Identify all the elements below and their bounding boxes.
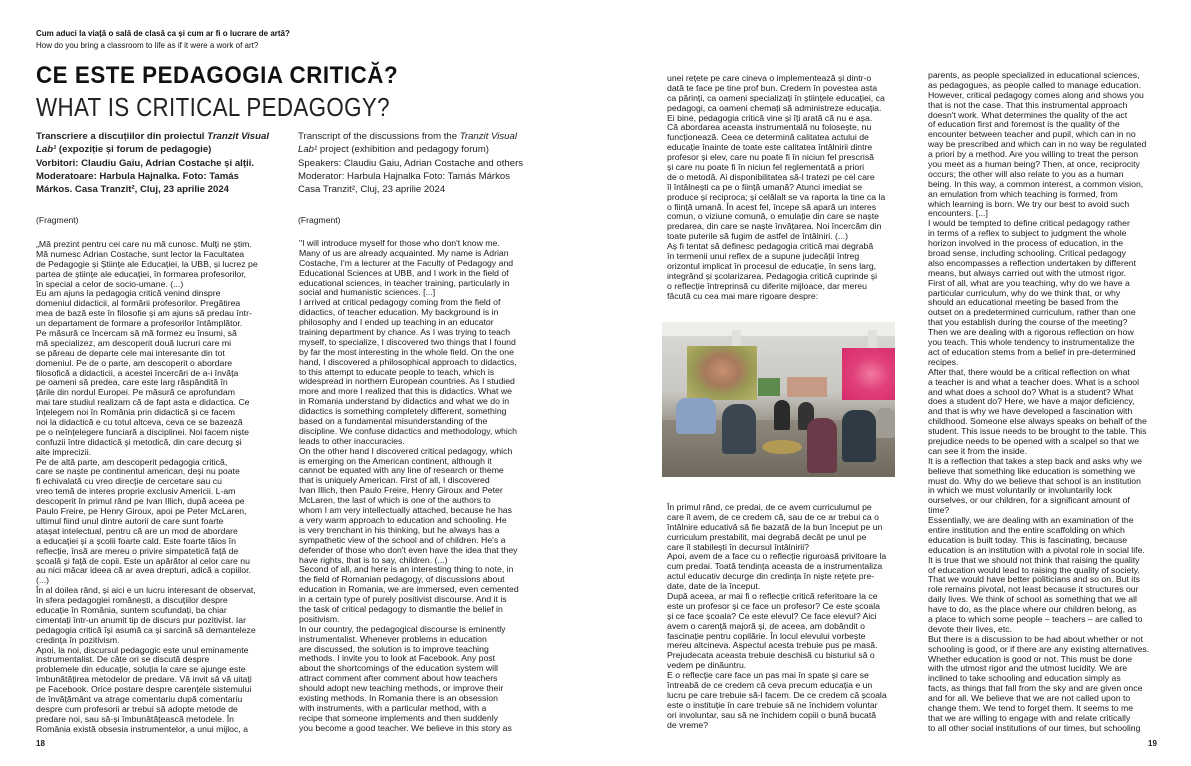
text-line: the field of Romanian pedagogy, of discussions about: [299, 574, 505, 585]
project-name: Tranzit Visual: [207, 131, 269, 142]
text-line: On the other hand I discovered critical pedagogy, which: [299, 445, 513, 456]
text-line: ori involuntar, sau să ne închidem copiii o bună bucată: [667, 709, 877, 720]
text-line: pedagogia critică își asumă ca și sarcină să demanteleze: [36, 624, 256, 635]
text-line: In our country, the pedagogical discourse is eminently: [299, 623, 506, 634]
text-line: doesn't work. What determines the quality of the act: [928, 109, 1128, 120]
column-left-ro: [36, 240, 258, 735]
text-line: domeniul. Pe de o parte, am descoperit o abordare: [36, 357, 233, 368]
text-line: student. This issue needs to be brought to the table. This: [928, 426, 1147, 437]
text-line: de învățământ va atrage comentariu după comentariu: [36, 693, 243, 704]
text-line: E o reflecție care face un pas mai în spate și care se: [667, 670, 869, 681]
text-line: way be prescribed and which can in no way be regulated: [928, 139, 1147, 150]
text-line: instrumentalist. De câte ori se discută despre: [36, 654, 210, 665]
text-line: problemele din educație, soluția la care se ajunge este: [36, 664, 246, 675]
credits-ro-line: Transcriere a discuțiilor din proiectul: [36, 131, 208, 142]
text-line: should an educational meeting be based from the: [928, 297, 1119, 308]
text-line: După aceea, ar mai fi o reflecție critică referitoare la ce: [667, 591, 878, 602]
page-title-ro: CE ESTE PEDAGOGIA CRITICĂ?: [36, 62, 399, 89]
text-line: is very trenchant in his thinking, but he always has a: [299, 524, 500, 535]
text-line: role remains pivotal, not least because it structures our: [928, 584, 1139, 595]
text-line: În al doilea rând, și aici e un lucru interesant de observat,: [36, 585, 256, 596]
moderator-en: Moderator: Harbula Hajnalka Foto: Tamás Márkos: [298, 170, 511, 182]
speakers-ro: Vorbitori: Claudiu Gaiu, Adrian Costache și alții.: [36, 157, 255, 169]
text-line: Apoi, avem de a face cu o reflecție riguroasă privitoare la: [667, 551, 887, 562]
text-line: mereu altcineva. Aspectul acesta trebuie pus pe masă.: [667, 640, 878, 651]
page-number-right: 19: [1148, 739, 1157, 748]
text-line: și care nu poate fi în niciun fel reglementată a priori: [667, 162, 865, 173]
text-line: discipline. We confuse didactics and methodology, which: [299, 425, 517, 436]
artwork: [758, 378, 780, 396]
artwork: [787, 377, 827, 397]
text-line: Essentially, we are dealing with an examination of the: [928, 515, 1134, 526]
text-line: act of education stems from a belief in pre-determined: [928, 346, 1136, 357]
text-line: Second of all, and here is an interesting thing to note, in: [299, 564, 514, 575]
text-line: comun, o viziune comună, o emulație din care se naște: [667, 211, 879, 222]
text-line: Costache, I'm a lecturer at the Faculty of Pedagogy and: [299, 257, 514, 268]
text-line: pe o neînțelegere funciară a disciplinei. Noi facem niște: [36, 426, 249, 437]
text-line: o reflecție întreprinsă cu diferite mijloace, dar mereu: [667, 280, 867, 291]
text-line: I would be tempted to define critical pedagogy rather: [928, 218, 1130, 229]
person: [876, 408, 895, 438]
moderator-ro: Moderatoare: Harbula Hajnalka. Foto: Tamás: [36, 170, 239, 182]
text-line: educație în România, suntem scufundați, ba chiar: [36, 604, 227, 615]
text-line: I arrived at critical pedagogy coming from the field of: [299, 297, 501, 308]
text-line: integrând și școlarizarea. Pedagogia critică cuprinde și: [667, 270, 878, 281]
text-line: That we would have better politicians and so on. But its: [928, 574, 1140, 585]
text-line: a very warm approach to education and schooling. He: [299, 514, 507, 525]
fragment-label-ro: (Fragment): [36, 215, 79, 225]
text-line: care se naște pe continentul american, deși nu poate: [36, 466, 240, 477]
text-line: Că abordarea aceasta instrumentală nu folosește, nu: [667, 122, 872, 133]
text-line: care îl stabilești în decursul întâlnirii?: [667, 541, 809, 552]
text-line: education in Romania, we are immersed, even cemented: [299, 584, 519, 595]
text-line: an emulation from which teaching is formed, from: [928, 188, 1118, 199]
text-line: schooling is good, or if there are any existing alternatives.: [928, 643, 1150, 654]
text-line: cum predai. Toată tendința aceasta de a instrumentaliza: [667, 561, 883, 572]
text-line: of education would lead to raising the quality of society.: [928, 564, 1140, 575]
text-line: Pe măsură ce încercam să mă formez eu însumi, să: [36, 328, 237, 339]
text-line: and that is why we have developed a fascination with: [928, 406, 1133, 417]
text-line: lucru pe care trebuie să-l facem. De ce credem că școala: [667, 689, 887, 700]
text-line: and what does a school do? What is a student? What: [928, 386, 1134, 397]
text-line: are discussed, the solution is to improve teaching: [299, 643, 489, 654]
person: [722, 404, 756, 454]
text-line: mai tare studiul realizam că de fapt asta e didactica. Ce: [36, 397, 250, 408]
text-line: encounters. [...]: [928, 208, 988, 219]
credits-ro-line: (expoziție și forum de pedagogie): [56, 144, 212, 156]
event-photo: [662, 322, 895, 477]
text-line: care îl avem, de ce credem că, sau de ce ar trebui ca o: [667, 511, 879, 522]
text-line: McLaren, the last of which is one of the authors to: [299, 495, 491, 506]
text-line: does a student do? Here, we have a major deficiency,: [928, 396, 1135, 407]
text-line: by far the most interesting in the whole field. On the one: [299, 346, 514, 357]
text-line: leads to other inaccuracies.: [299, 435, 405, 446]
text-line: pe Facebook. Orice postare despre carențele sistemului: [36, 684, 252, 695]
text-line: have rights, that is to say, children. (...): [299, 554, 448, 565]
text-line: about the shortcomings of the education system will: [299, 663, 498, 674]
text-line: education is built today. This is fascinating, because: [928, 534, 1128, 545]
page-number-left: 18: [36, 739, 45, 748]
text-line: îmbunătățirea metodelor de predare. Vă invit să vă uitați: [36, 674, 252, 685]
text-line: în termenii unui reflex de a supune judecății întreg: [667, 251, 860, 262]
text-line: existing methods. In Romania there is an obsession: [299, 692, 498, 703]
text-line: parents, as people specialized in educational sciences,: [928, 70, 1140, 80]
text-line: broad sense, including schooling. Critical pedagogy: [928, 248, 1127, 259]
text-line: It is a reflection that takes a step back and asks why we: [928, 455, 1142, 466]
text-line: the task of critical pedagogy to dismantle the belief in: [299, 603, 503, 614]
text-line: which learning is born. We try our best to avoid such: [928, 198, 1130, 209]
text-line: based on a fundamental misunderstanding of the: [299, 416, 488, 427]
text-line: actul educativ decurge din credința în niște rețete pre-: [667, 571, 875, 582]
person: [774, 400, 790, 430]
text-line: mea de bază este în filosofie și am ajuns să predau într-: [36, 308, 252, 319]
pre-header-ro: Cum aduci la viață o sală de clasă ca și cum ar fi o lucrare de artă?: [36, 29, 290, 38]
text-line: It is true that we should not think that raising the quality: [928, 554, 1140, 565]
text-line: a place to which some people – teachers – are called to: [928, 613, 1143, 624]
text-line: horizon involved in the process of education, in the: [928, 238, 1124, 249]
text-line: este un profesor și ce face un profesor? Ce este școala: [667, 600, 880, 611]
text-line: entire institution and the entire scaffolding on which: [928, 524, 1125, 535]
text-line: to all other social institutions of our times, but schooling: [928, 722, 1141, 733]
text-line: funcționează. Ceea ce determină calitatea actului de: [667, 132, 869, 143]
text-line: with instruments, with a particular method, with a: [299, 702, 487, 713]
text-line: in which we must voluntarily or involuntarily lock: [928, 485, 1112, 496]
text-line: positivism.: [299, 613, 340, 624]
rug: [762, 440, 802, 454]
text-line: noi la didactică e cu totul altceva, ceva ce se bazează: [36, 417, 243, 428]
text-line: de Pedagogie și Științe ale Educației, la UBB, și lucrez pe: [36, 258, 258, 269]
text-line: that is not the case. That this instrumental approach: [928, 99, 1128, 110]
text-line: you teach. This whole tendency to instrumentalize the: [928, 337, 1135, 348]
person: [676, 398, 716, 434]
text-line: și ce face școala? Ce este elevul? Ce face elevul? Aici: [667, 610, 877, 621]
text-line: didactics is something completely different, something: [299, 406, 507, 417]
text-line: școală și față de copii. Este un apărător al celor care nu: [36, 555, 250, 566]
text-line: First of all, what are you teaching, why do we have a: [928, 277, 1130, 288]
text-line: ourselves, or our children, for a significant amount of: [928, 495, 1130, 506]
credits-en: [298, 130, 523, 196]
text-line: în sfera pedagogiei românești, a discuțiilor despre: [36, 595, 228, 606]
text-line: pe oameni să predea, care este larg răspândită în: [36, 377, 228, 388]
text-line: in a certain type of purely positivist discourse. And it is: [299, 594, 507, 605]
text-line: to this attempt to educate people to teach, which is: [299, 366, 495, 377]
text-line: philosophy and I ended up teaching in an educator: [299, 317, 494, 328]
text-line: îl întâlnești ca pe o ființă umană? Atunci imediat se: [667, 181, 863, 192]
text-line: Mă numesc Adrian Costache, sunt lector la Facultatea: [36, 248, 245, 259]
text-line: time?: [928, 505, 950, 516]
text-line: and for all. We believe that we are not called upon to: [928, 693, 1131, 704]
text-line: that we are willing to engage with and relate critically: [928, 712, 1131, 723]
text-line: that you establish during the course of the meeting?: [928, 317, 1128, 328]
pre-header-en: How do you bring a classroom to life as if it were a work of art?: [36, 41, 259, 50]
text-line: also encompasses a reflection undertaken by different: [928, 257, 1136, 268]
text-line: that is uniquely American. First of all, I discovered: [299, 475, 490, 486]
text-line: change them. We tend to forget them. It seems to me: [928, 703, 1134, 713]
text-line: cimentați într-un anumit tip de discurs pur pozitivist. Iar: [36, 614, 247, 625]
text-line: produce și reciproca; și celălalt se va raporta la tine ca la: [667, 191, 886, 202]
text-line: instrumentalist. Whenever problems in education: [299, 633, 487, 644]
text-line: alte imprecizii.: [36, 446, 92, 457]
column-right-ro-bottom: [667, 503, 887, 730]
text-line: a priori by a method. Are you willing to treat the person: [928, 149, 1139, 160]
text-line: can see it from the inside.: [928, 445, 1027, 456]
text-line: didactics, of teacher education. My background is in: [299, 307, 499, 318]
text-line: a teacher is and what a teacher does. What is a school: [928, 376, 1140, 387]
text-line: as pedagogues, as people called to manage education.: [928, 79, 1142, 90]
text-line: o ființă umană. În acest fel, începe să apară un interes: [667, 201, 877, 212]
fragment-label-en: (Fragment): [298, 215, 341, 225]
text-line: being. In this way, a common interest, a common vision,: [928, 178, 1144, 189]
text-line: este o instituție în care trebuie să ne închidem voluntar: [667, 699, 878, 710]
column-right-ro-top: [667, 74, 885, 301]
text-line: de vreme?: [667, 719, 709, 730]
text-line: must do. Why do we believe that school is an institution: [928, 475, 1141, 486]
text-line: recipe that someone implements and then suddenly: [299, 712, 498, 723]
text-line: se păreau de departe cele mai interesante din tot: [36, 347, 225, 358]
text-line: dată te face pe tine prof bun. Credem în povestea asta: [667, 82, 878, 93]
text-line: înțelegem noi în România prin didactică și ce facem: [36, 407, 235, 418]
text-line: is emerging on the American continent, although it: [299, 455, 492, 466]
pre-header: [36, 28, 290, 52]
text-line: particular curriculum, why do we think that, or why: [928, 287, 1121, 298]
project-name: Tranzit Visual: [459, 131, 517, 142]
ceiling: [662, 322, 895, 336]
text-line: întâlnire educativă să fie bazată de la bun început pe un: [667, 521, 883, 532]
credits-en-line: Transcript of the discussions from the: [298, 131, 460, 142]
text-line: partea de științe ale educației, în formarea profesorilor,: [36, 268, 247, 279]
text-line: inclined to take schooling and education simply as: [928, 673, 1121, 684]
text-line: Paulo Freire, pe Henry Giroux, apoi pe Peter McLaren,: [36, 506, 247, 517]
text-line: cannot be equated with any line of research or theme: [299, 465, 504, 476]
text-line: domeniul didacticii, al formării profesorilor. Pregătirea: [36, 298, 241, 309]
venue-date-ro: Márkos. Casa Tranzit², Cluj, 23 aprilie 2024: [36, 184, 230, 196]
text-line: curriculum prestabilit, mai degrabă decât pe unul pe: [667, 531, 867, 542]
text-line: de o metodă. Ai disponibilitatea să-l tratezi pe cel care: [667, 171, 875, 182]
text-line: un departament de formare a profesorilor întâmplător.: [36, 318, 243, 329]
text-line: credința în pozitivism.: [36, 634, 120, 645]
text-line: you become a good teacher. We believe in this story as: [299, 722, 512, 733]
text-line: predarea, din care se naște învățarea. Noi încercăm din: [667, 221, 882, 232]
text-line: confuzii între didactică și metodică, din care decurg și: [36, 436, 242, 447]
text-line: encounter between teacher and pupil, which can in no: [928, 129, 1136, 140]
text-line: outset on a predetermined curriculum, rather than one: [928, 307, 1136, 318]
text-line: defender of those who don't even have the idea that they: [299, 544, 518, 555]
text-line: mă specializez, am descoperit două lucruri care mi: [36, 337, 232, 348]
text-line: făcută cu cea mai mare rigoare despre:: [667, 290, 819, 301]
text-line: myself, to specialize, I discovered two things that I found: [299, 336, 516, 347]
text-line: whom I am very intellectually attached, because he has: [299, 505, 512, 516]
text-line: methods. I invite you to look at Facebook. Any post: [299, 653, 496, 664]
text-line: date, date de la început.: [667, 581, 761, 592]
venue-date-en: Casa Tranzit², Cluj, 23 aprilie 2024: [298, 184, 446, 196]
text-line: predare noi, sau să-și îmbunătățească metodele. În: [36, 713, 234, 724]
text-line: despre cum profesorii ar trebui să adopte metode de: [36, 703, 238, 714]
text-line: Then we are dealing with a rigorous reflection on how: [928, 327, 1134, 338]
text-line: unei rețete pe care cineva o implementează și dintr-o: [667, 73, 872, 83]
text-line: But there is a discussion to be had about whether or not: [928, 633, 1143, 644]
text-line: recipes.: [928, 356, 959, 367]
text-line: toate puterile să fugim de astfel de întâlniri. (...): [667, 231, 849, 242]
text-line: avem o carență majoră și, de aceea, am dobândit o: [667, 620, 865, 631]
text-line: țările din nordul Europei. Pe măsură ce aprofundam: [36, 387, 235, 398]
text-line: România există obsesia instrumentelor, a unui mijloc, a: [36, 723, 248, 734]
text-line: more and more I realized that this is didactics. What we: [299, 386, 512, 397]
text-line: of education first and foremost is the quality of the: [928, 119, 1120, 130]
speakers-en: Speakers: Claudiu Gaiu, Adrian Costache and others: [298, 157, 524, 169]
text-line: Ivan Illich, then Paulo Freire, Henry Giroux and Peter: [299, 485, 503, 496]
text-line: occurs; the other will also relate to you as a human: [928, 168, 1124, 179]
text-line: After that, there would be a critical reflection on what: [928, 366, 1130, 377]
text-line: Many of us are already acquainted. My name is Adrian: [299, 247, 509, 258]
text-line: (...): [36, 575, 50, 586]
text-line: Apoi, la noi, discursul pedagogic este unul eminamente: [36, 644, 249, 655]
text-line: you meet as a human being? Then, at once, reciprocity: [928, 159, 1140, 170]
text-line: educație înainte de toate este calitatea întâlnirii dintre: [667, 142, 873, 153]
text-line: vreo temă de interes proprie exclusiv Americii. L-am: [36, 486, 236, 497]
text-line: prejudice needs to be opened with a scalpel so that we: [928, 435, 1140, 446]
person: [807, 418, 837, 473]
text-line: facts, as things that fall from the sky and are given once: [928, 683, 1143, 694]
text-line: au nici măcar ideea că ar avea drepturi, adică a copiilor.: [36, 565, 251, 576]
text-line: devote their lives, etc.: [928, 623, 1013, 634]
text-line: in Romania understand by didactics and what we do in: [299, 396, 510, 407]
text-line: vedem pe dinăuntru.: [667, 660, 747, 671]
text-line: În primul rând, ce predai, de ce avem curriculumul pe: [667, 502, 872, 512]
text-line: in terms of a reflex to subject to judgment the whole: [928, 228, 1127, 239]
text-line: ultimul fiind unul dintre autorii de care sunt foarte: [36, 515, 224, 526]
text-line: reflecție, însă are mereu o privire simpatetică față de: [36, 545, 239, 556]
text-line: orizontul implicat în procesul de educație, în sens larg,: [667, 260, 877, 271]
text-line: educational sciences, in teacher training, particularly in: [299, 277, 510, 288]
text-line: Pe de altă parte, am descoperit pedagogia critică,: [36, 456, 228, 467]
text-line: should adopt new teaching methods, or improve their: [299, 683, 504, 694]
text-line: hand, I discovered a philosophical approach to didactics,: [299, 356, 517, 367]
text-line: întreabă de ce credem că ceva precum educația e un: [667, 680, 873, 691]
text-line: have to do, as the place where our children belong, as: [928, 604, 1137, 615]
text-line: fi echivalată cu vreo direcție de cercetare sau cu: [36, 476, 222, 487]
project-name: Lab¹: [298, 144, 318, 156]
text-line: education is an institution with a pivotal role in social life.: [928, 544, 1145, 555]
text-line: However, critical pedagogy comes along and shows you: [928, 89, 1144, 100]
column-left-en: [299, 239, 519, 734]
text-line: Educational Sciences at UBB, and I work in the field of: [299, 267, 509, 278]
text-line: with the utmost rigor and the utmost lucidity. We are: [928, 663, 1128, 674]
credits-en-line: project (exhibition and pedagogy forum): [317, 144, 489, 156]
text-line: Prejudecata aceasta trebuie deschisă cu bisturiul să o: [667, 650, 875, 661]
text-line: childhood. Someone else always speaks on behalf of the: [928, 416, 1147, 427]
text-line: social and humanistic sciences. [...]: [299, 287, 436, 298]
page-title-en: WHAT IS CRITICAL PEDAGOGY?: [36, 92, 390, 122]
text-line: "I will introduce myself for those who don't know me.: [299, 238, 500, 248]
text-line: ca părinți, ca oameni specializați în științele educației, ca: [667, 92, 885, 103]
text-line: a educației și a școlii foarte cald. Este foarte tăios în: [36, 535, 236, 546]
text-line: widespread in northern European countries. As I studied: [299, 376, 515, 387]
text-line: filosofică a didacticii, a acestei încercări de a-i învăța: [36, 367, 239, 378]
text-line: „Mă prezint pentru cei care nu mă cunosc. Mulți ne știm.: [36, 239, 252, 249]
text-line: sympathetic view of the school and of children. He's a: [299, 534, 506, 545]
column-right-en: [928, 71, 1149, 734]
text-line: means, but always carried out with the utmost rigor.: [928, 267, 1126, 278]
text-line: believe that something like education is something we: [928, 465, 1136, 476]
text-line: training department by chance. As I was trying to teach: [299, 327, 511, 338]
text-line: atașat intelectual, pentru că are un mod de abordare: [36, 525, 238, 536]
text-line: fascinație pentru copilărie. În locul elevului vorbește: [667, 630, 866, 641]
text-line: descoperit în primul rând pe Ivan Illich, după aceea pe: [36, 496, 245, 507]
text-line: attract comment after comment about how teachers: [299, 673, 498, 684]
text-line: Ei bine, pedagogia critică vine și îți arată că nu e așa.: [667, 112, 873, 123]
portrait-banner-right: [842, 348, 895, 400]
credits-ro: [36, 130, 269, 196]
text-line: daily lives. We think of school as something that we all: [928, 594, 1137, 605]
text-line: Aș fi tentat să definesc pedagogia critică mai degrabă: [667, 241, 874, 252]
person: [842, 410, 876, 462]
text-line: Eu am ajuns la pedagogia critică venind dinspre: [36, 288, 221, 299]
portrait-banner-left: [687, 346, 757, 400]
text-line: pedagogi, ca oameni chemați să administreze educația.: [667, 102, 882, 113]
project-name: Lab¹: [36, 144, 57, 156]
text-line: Whether education is good or not. This must be done: [928, 653, 1133, 664]
text-line: în special a celor de socio-umane. (...): [36, 278, 184, 289]
text-line: profesor și elev, care nu poate fi în niciun fel prescrisă: [667, 152, 874, 163]
